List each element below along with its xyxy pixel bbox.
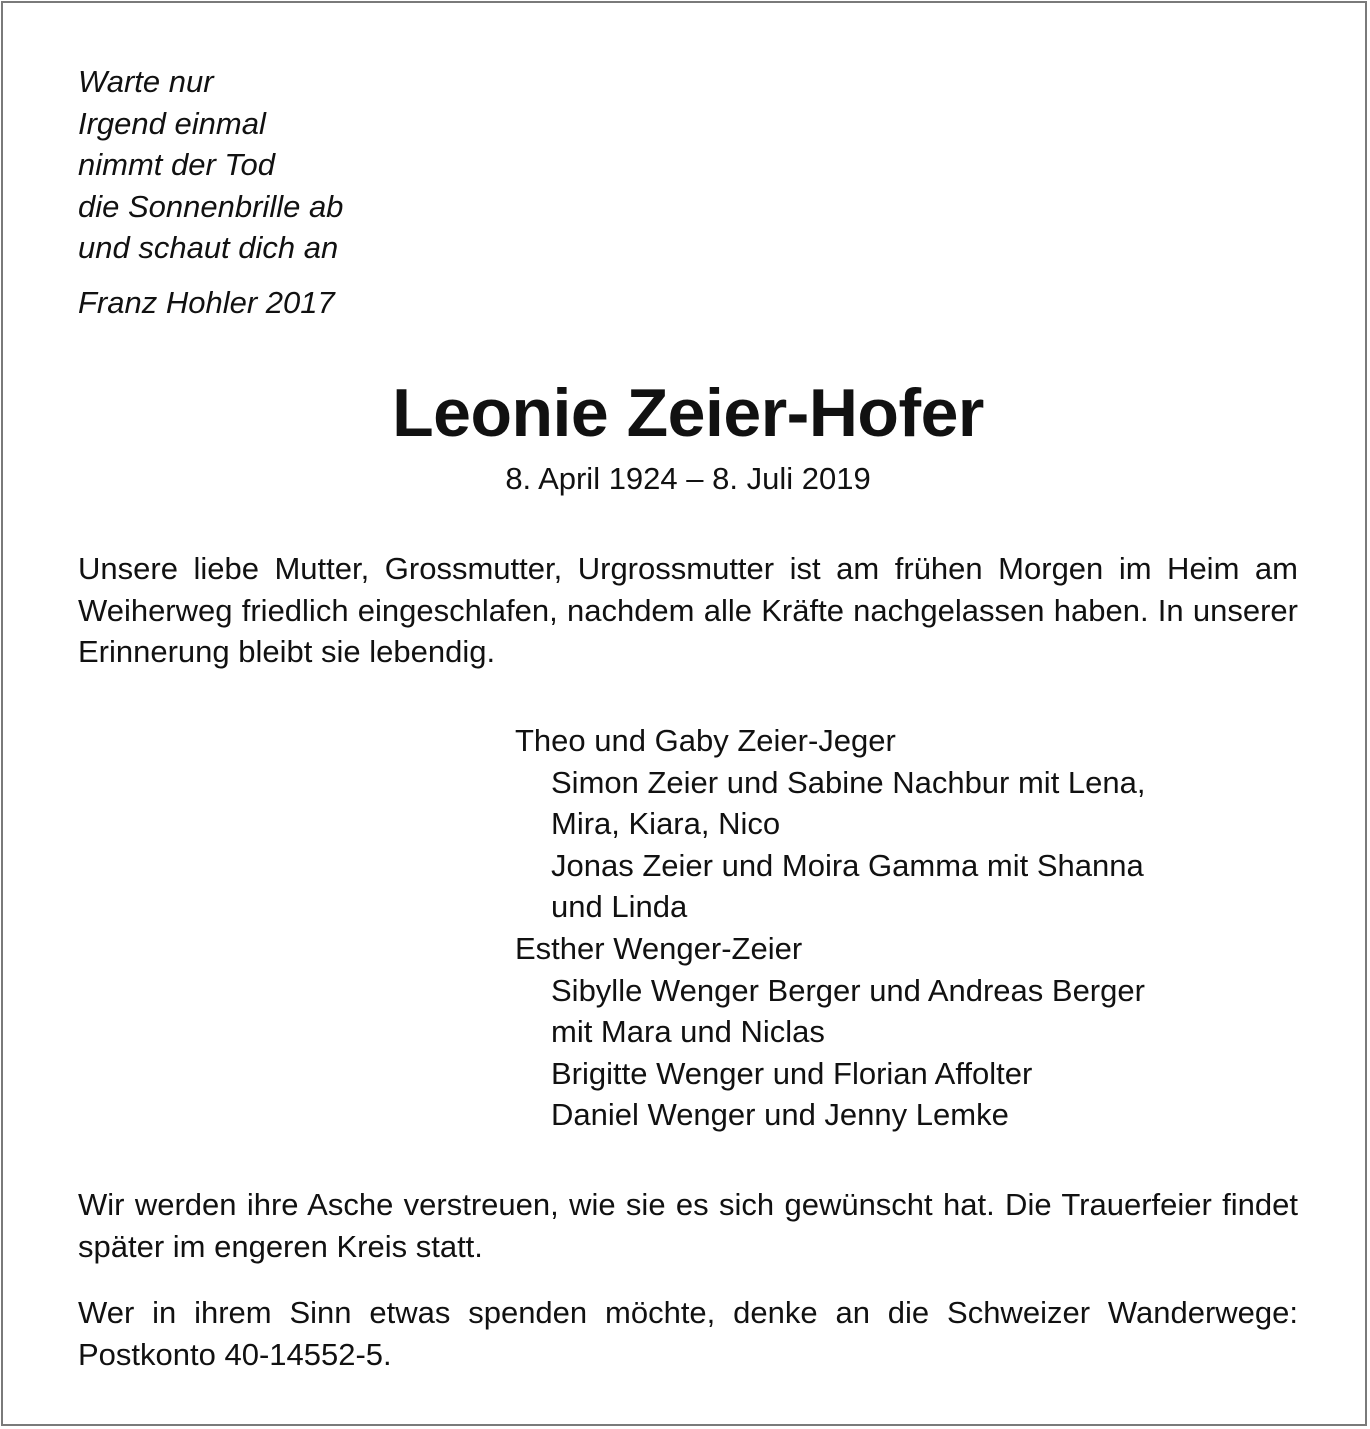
ceremony-text: Wir werden ihre Asche verstreuen, wie sie es sich gewünscht hat. Die Trauerfeier findet später im engeren Kreis statt. [78, 1187, 1298, 1264]
announcement-text: Unsere liebe Mutter, Grossmutter, Urgrossmutter ist am frühen Morgen im Heim am Weiherweg friedlich eingeschlafen, nachdem alle Kräfte nachgelassen haben. In unserer Erinnerung bleibt sie lebendig. [78, 551, 1298, 670]
family-line: Brigitte Wenger und Florian Affolter [551, 1055, 1033, 1091]
family-list [515, 720, 1146, 1136]
family-line: Simon Zeier und Sabine Nachbur mit Lena, [551, 764, 1146, 800]
obituary-frame [1, 1, 1367, 1426]
family-line: Jonas Zeier und Moira Gamma mit Shanna [551, 847, 1144, 883]
poem-line: und schaut dich an [78, 230, 339, 266]
poem-line: die Sonnenbrille ab [78, 188, 344, 224]
deceased-name: Leonie Zeier-Hofer [392, 375, 984, 451]
poem [78, 61, 343, 269]
family-line: und Linda [551, 889, 688, 925]
family-line: Sibylle Wenger Berger und Andreas Berger [551, 972, 1145, 1008]
family-line: Theo und Gaby Zeier-Jeger [515, 723, 896, 758]
family-line: Mira, Kiara, Nico [551, 806, 781, 842]
family-line: Daniel Wenger und Jenny Lemke [551, 1097, 1009, 1133]
poem-line: Warte nur [78, 64, 214, 99]
donation-text: Wer in ihrem Sinn etwas spenden möchte, denke an die Schweizer Wanderwege: Postkonto 40-14552-5. [78, 1295, 1298, 1372]
poem-line: Irgend einmal [78, 105, 266, 141]
life-dates: 8. April 1924 – 8. Juli 2019 [505, 461, 871, 496]
family-line: Esther Wenger-Zeier [515, 930, 803, 966]
family-line: mit Mara und Niclas [551, 1014, 825, 1050]
poem-author: Franz Hohler 2017 [78, 285, 335, 320]
poem-line: nimmt der Tod [78, 147, 275, 183]
